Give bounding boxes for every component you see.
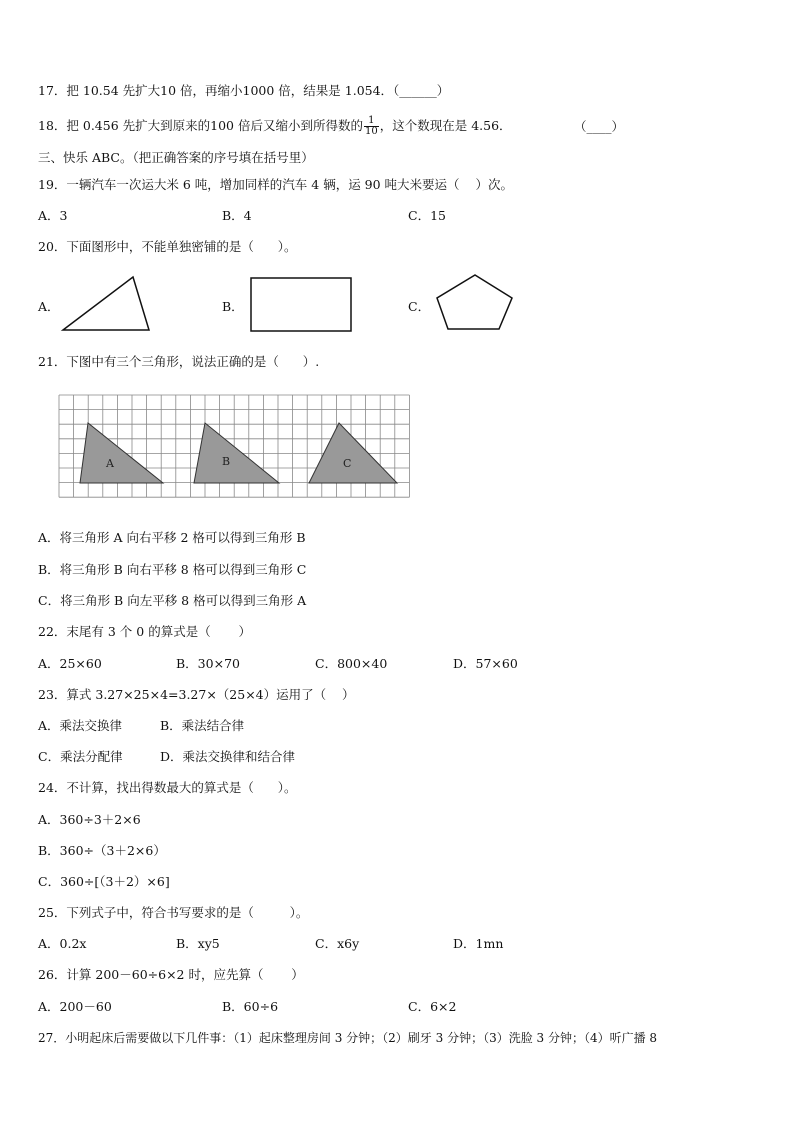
q24-option-a: A．360÷3＋2×6 — [38, 812, 141, 827]
triangle-b-label: B — [222, 455, 231, 468]
grid-figure — [58, 394, 414, 498]
triangle-a-label: A — [106, 457, 114, 470]
question-17: 17．把 10.54 先扩大10 倍，再缩小1000 倍，结果是 1.054．（______） — [38, 83, 450, 98]
q21-option-a: A．将三角形 A 向右平移 2 格可以得到三角形 B — [38, 530, 306, 545]
fraction-denominator: 10 — [364, 126, 378, 137]
triangle-figure — [60, 274, 152, 334]
question-23: 23．算式 3.27×25×4=3.27×（25×4）运用了（ ） — [38, 687, 355, 702]
q23-option-a: A．乘法交换律 — [38, 718, 123, 733]
section-heading: 三、快乐 ABC。（把正确答案的序号填在括号里） — [38, 150, 314, 165]
q19-option-b: B．4 — [222, 208, 252, 223]
q21-option-b: B．将三角形 B 向右平移 8 格可以得到三角形 C — [38, 562, 307, 577]
q25-option-d: D．1mn — [453, 936, 504, 951]
q20-label-b: B． — [222, 299, 244, 314]
q24-option-c: C．360÷[（3＋2）×6] — [38, 874, 170, 889]
q20-label-c: C． — [408, 299, 431, 314]
q26-option-a: A．200－60 — [38, 999, 112, 1014]
question-27: 27．小明起床后需要做以下几件事：（1）起床整理房间 3 分钟；（2）刷牙 3 分钟；（3）洗脸 3 分钟；（4）听广播 8 — [38, 1031, 658, 1045]
q23-option-c: C．乘法分配律 — [38, 749, 123, 764]
question-22: 22．末尾有 3 个 0 的算式是（ ） — [38, 624, 252, 639]
q18-answer-blank: （____） — [574, 119, 625, 134]
q25-option-b: B．xy5 — [176, 936, 220, 951]
q23-option-b: B．乘法结合律 — [160, 718, 245, 733]
question-18 — [38, 116, 512, 137]
question-26: 26．计算 200－60÷6×2 时，应先算（ ） — [38, 967, 304, 982]
question-19: 19．一辆汽车一次运大米 6 吨，增加同样的汽车 4 辆，运 90 吨大米要运（ ）次。 — [38, 177, 513, 192]
q26-option-b: B．60÷6 — [222, 999, 279, 1014]
q20-label-a: A． — [38, 299, 60, 314]
triangle-c-label: C — [343, 457, 352, 470]
question-25: 25．下列式子中，符合书写要求的是（ ）。 — [38, 905, 309, 920]
q18-text: 18．把 0.456 先扩大到原来的100 倍后又缩小到所得数的 — [38, 118, 363, 133]
q22-option-c: C．800×40 — [315, 656, 388, 671]
q25-option-c: C．x6y — [315, 936, 360, 951]
q23-option-d: D．乘法交换律和结合律 — [160, 749, 296, 764]
q22-option-b: B．30×70 — [176, 656, 240, 671]
q19-option-c: C．15 — [408, 208, 446, 223]
q26-option-c: C．6×2 — [408, 999, 457, 1014]
pentagon-figure — [434, 272, 516, 334]
question-20: 20．下面图形中，不能单独密铺的是（ ）。 — [38, 239, 297, 254]
question-24: 24．不计算，找出得数最大的算式是（ ）。 — [38, 780, 297, 795]
fraction — [364, 116, 379, 137]
q19-option-a: A．3 — [38, 208, 68, 223]
q21-option-c: C．将三角形 B 向左平移 8 格可以得到三角形 A — [38, 593, 307, 608]
q24-option-b: B．360÷（3＋2×6） — [38, 843, 166, 858]
q22-option-a: A．25×60 — [38, 656, 102, 671]
question-21: 21．下图中有三个三角形，说法正确的是（ ）. — [38, 354, 320, 369]
q18-text-after: ，这个数现在是 4.56． — [379, 118, 512, 133]
rectangle-figure — [248, 275, 354, 335]
q22-option-d: D．57×60 — [453, 656, 518, 671]
q25-option-a: A．0.2x — [38, 936, 87, 951]
fraction-numerator: 1 — [364, 116, 379, 127]
